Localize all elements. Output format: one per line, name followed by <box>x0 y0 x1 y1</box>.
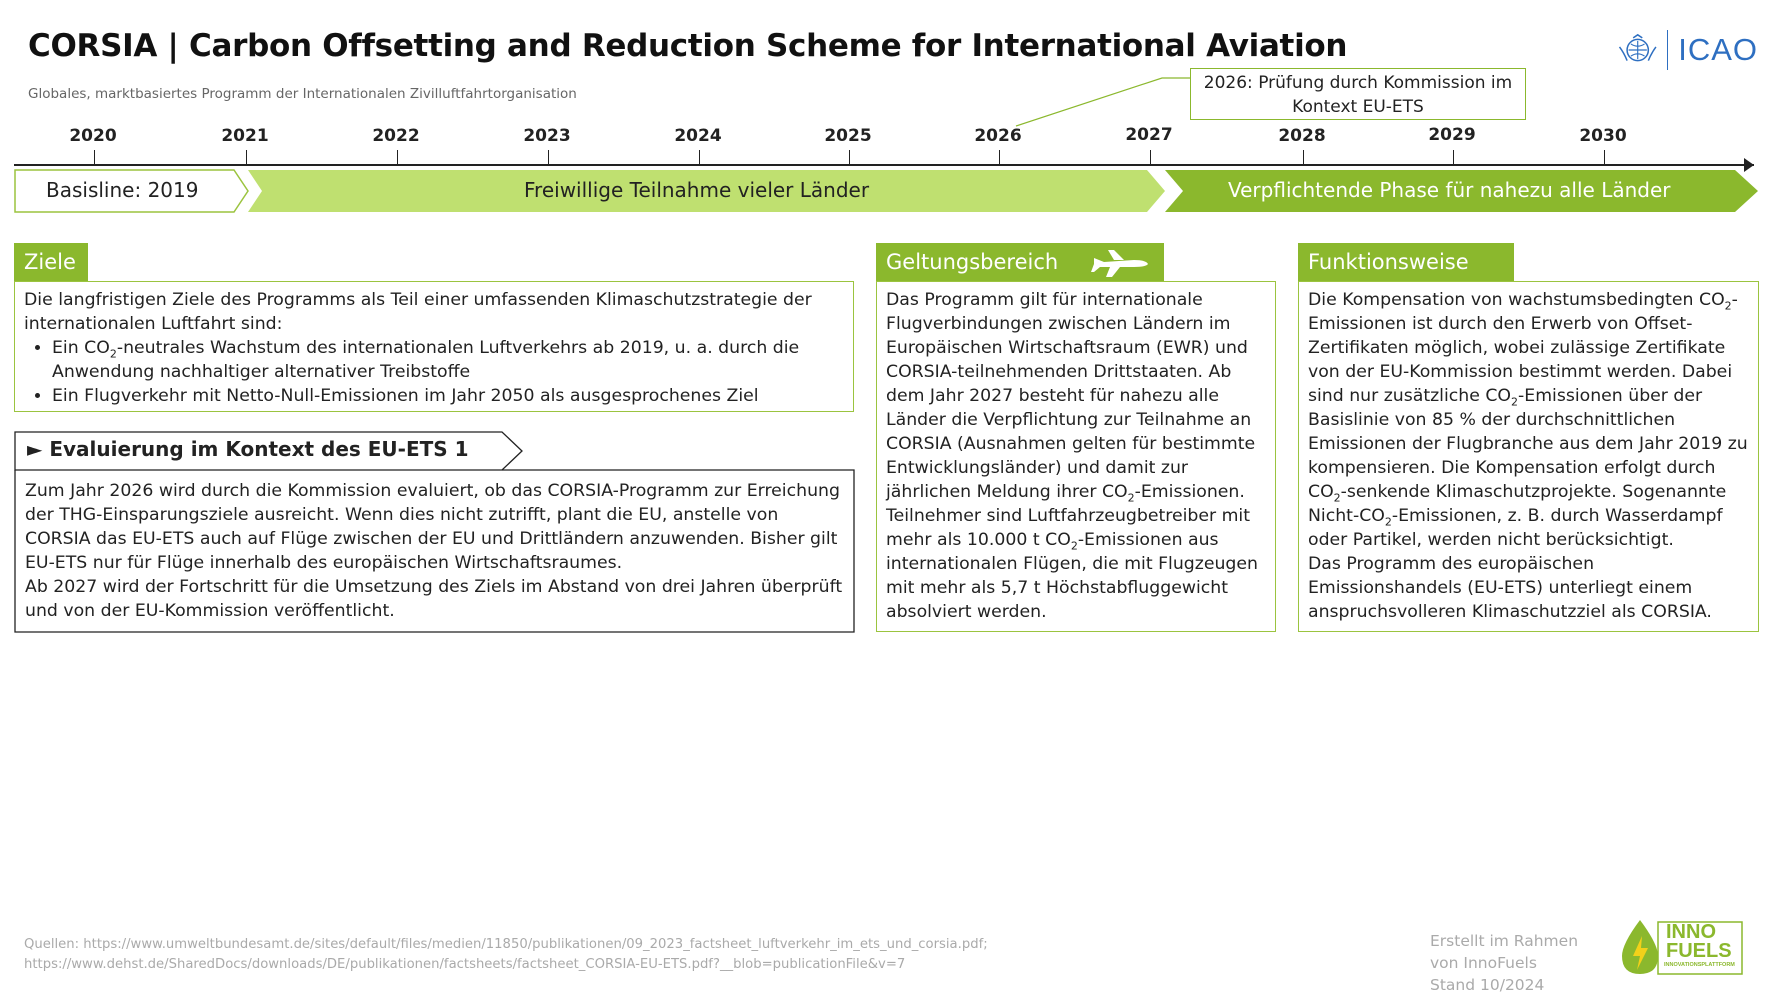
phase-voluntary-label: Freiwillige Teilnahme vieler Länder <box>524 178 870 202</box>
play-triangle-icon: ► <box>27 437 43 461</box>
year-label-2025: 2025 <box>824 126 872 146</box>
ziele-bullet-2: • Ein Flugverkehr mit Netto-Null-Emissionen im Jahr 2050 als ausgesprochenes Ziel <box>52 384 844 408</box>
sources <box>24 935 988 975</box>
created-line-1: Erstellt im Rahmen <box>1430 932 1579 950</box>
source-link-1[interactable]: Quellen: https://www.umweltbundesamt.de/sites/default/files/medien/11850/publikationen/09_2023_factsheet_luftverkehr_im_ets_und_corsia.pdf; <box>24 937 988 952</box>
created-line-2: von InnoFuels <box>1430 954 1537 972</box>
evaluierung-para-1: Zum Jahr 2026 wird durch die Kommission evaluiert, ob das CORSIA-Programm zur Erreichung der THG-Einsparungsziele ausreicht. Wenn dies nicht zutrifft, plant die EU, anstelle von CORSIA das EU-ETS auch auf Flüge zwischen der EU und Drittländern anzuwenden. Bisher gilt EU-ETS nur für Flüge innerhalb des europäischen Wirtschaftsraumes. <box>25 481 840 573</box>
logo-fuels: FUELS <box>1666 940 1732 962</box>
phase-mandatory-label: Verpflichtende Phase für nahezu alle Länder <box>1228 178 1671 202</box>
airplane-icon <box>1090 246 1152 278</box>
year-label-2020: 2020 <box>69 126 117 146</box>
year-label-2027: 2027 <box>1125 125 1173 145</box>
year-label-2030: 2030 <box>1579 126 1627 146</box>
evaluierung-para-2: Ab 2027 wird der Fortschritt für die Umsetzung des Ziels im Abstand von drei Jahren überprüft und von der EU-Kommission veröffentlicht. <box>25 577 843 621</box>
year-label-2021: 2021 <box>221 126 269 146</box>
funktionsweise-para-2: Das Programm des europäischen Emissionshandels (EU-ETS) unterliegt einem anspruchsvolleren Klimaschutzziel als CORSIA. <box>1308 554 1712 622</box>
evaluierung-heading: ► Evaluierung im Kontext des EU-ETS 1 <box>27 437 469 461</box>
geltungsbereich-heading: Geltungsbereich <box>876 243 1164 281</box>
geltungsbereich-box <box>876 281 1276 632</box>
year-label-2028: 2028 <box>1278 126 1326 146</box>
icao-logo-text: ICAO <box>1678 32 1758 67</box>
logo-tagline: INNOVATIONSPLATTFORM <box>1664 962 1735 968</box>
year-label-2022: 2022 <box>372 126 420 146</box>
year-label-2024: 2024 <box>674 126 722 146</box>
evaluierung-text <box>25 479 847 623</box>
phase-baseline-label: Basisline: 2019 <box>46 178 199 202</box>
innofuels-logo <box>1618 918 1746 978</box>
page-title: CORSIA | Carbon Offsetting and Reduction Scheme for International Aviation <box>28 28 1348 64</box>
funktionsweise-heading: Funktionsweise <box>1298 243 1514 281</box>
ziele-intro: Die langfristigen Ziele des Programms als Teil einer umfassenden Klimaschutzstrategie der internationalen Luftfahrt sind: <box>24 290 812 334</box>
created-date: Stand 10/2024 <box>1430 976 1545 994</box>
funktionsweise-box <box>1298 281 1759 632</box>
page-subtitle: Globales, marktbasiertes Programm der Internationalen Zivilluftfahrtorganisation <box>28 86 577 102</box>
funktionsweise-para-1: Die Kompensation von wachstumsbedingten $CO_2$-Emissionen ist durch den Erwerb von Offset-Zertifikaten möglich, wobei zulässige Zertifikate von der EU-Kommission bestimmt werden. Dabei sind nur zusätzliche $CO_2$-Emissionen über der Basislinie von 85 % der durchschnittlichen Emissionen der Flugbranche aus dem Jahr 2019 zu kompensieren. Die Kompensation erfolgt durch $CO_2$-senkende Klimaschutzprojekte. Sogenannte Nicht-$CO_2$-Emissionen, z. B. durch Wasserdampf oder Partikel, werden nicht berücksichtigt. <box>1308 290 1748 550</box>
created-note <box>1430 930 1578 996</box>
geltungsbereich-text: Das Programm gilt für internationale Flugverbindungen zwischen Ländern im Europäischen Wirtschaftsraum (EWR) und CORSIA-teilnehmenden Drittstaaten. Ab dem Jahr 2027 besteht für nahezu alle Länder die Verpflichtung zur Teilnahme an CORSIA (Ausnahmen gelten für bestimmte Entwicklungsländer) und damit zur jährlichen Meldung ihrer $CO_2$-Emissionen. Teilnehmer sind Luftfahrzeugbetreiber mit mehr als 10.000 t $CO_2$-Emissionen aus internationalen Flügen, die mit Flugzeugen mit mehr als 5,7 t Höchstabfluggewicht absolviert werden. <box>886 290 1258 622</box>
year-label-2029: 2029 <box>1428 125 1476 145</box>
ziele-heading: Ziele <box>14 243 88 281</box>
source-link-2[interactable]: https://www.dehst.de/SharedDocs/downloads/DE/publikationen/factsheets/factsheet_CORSIA-EU-ETS.pdf?__blob=publicationFile&v=7 <box>24 957 906 972</box>
logo-inno: INNO <box>1666 921 1716 943</box>
callout-2026-review: 2026: Prüfung durch Kommission im Kontext EU-ETS <box>1190 68 1526 120</box>
ziele-bullet-1: • Ein $CO_2$-neutrales Wachstum des internationalen Luftverkehrs ab 2019, u. a. durch die Anwendung nachhaltiger alternativer Treibstoffe <box>52 336 844 384</box>
year-label-2023: 2023 <box>523 126 571 146</box>
year-label-2026: 2026 <box>974 126 1022 146</box>
